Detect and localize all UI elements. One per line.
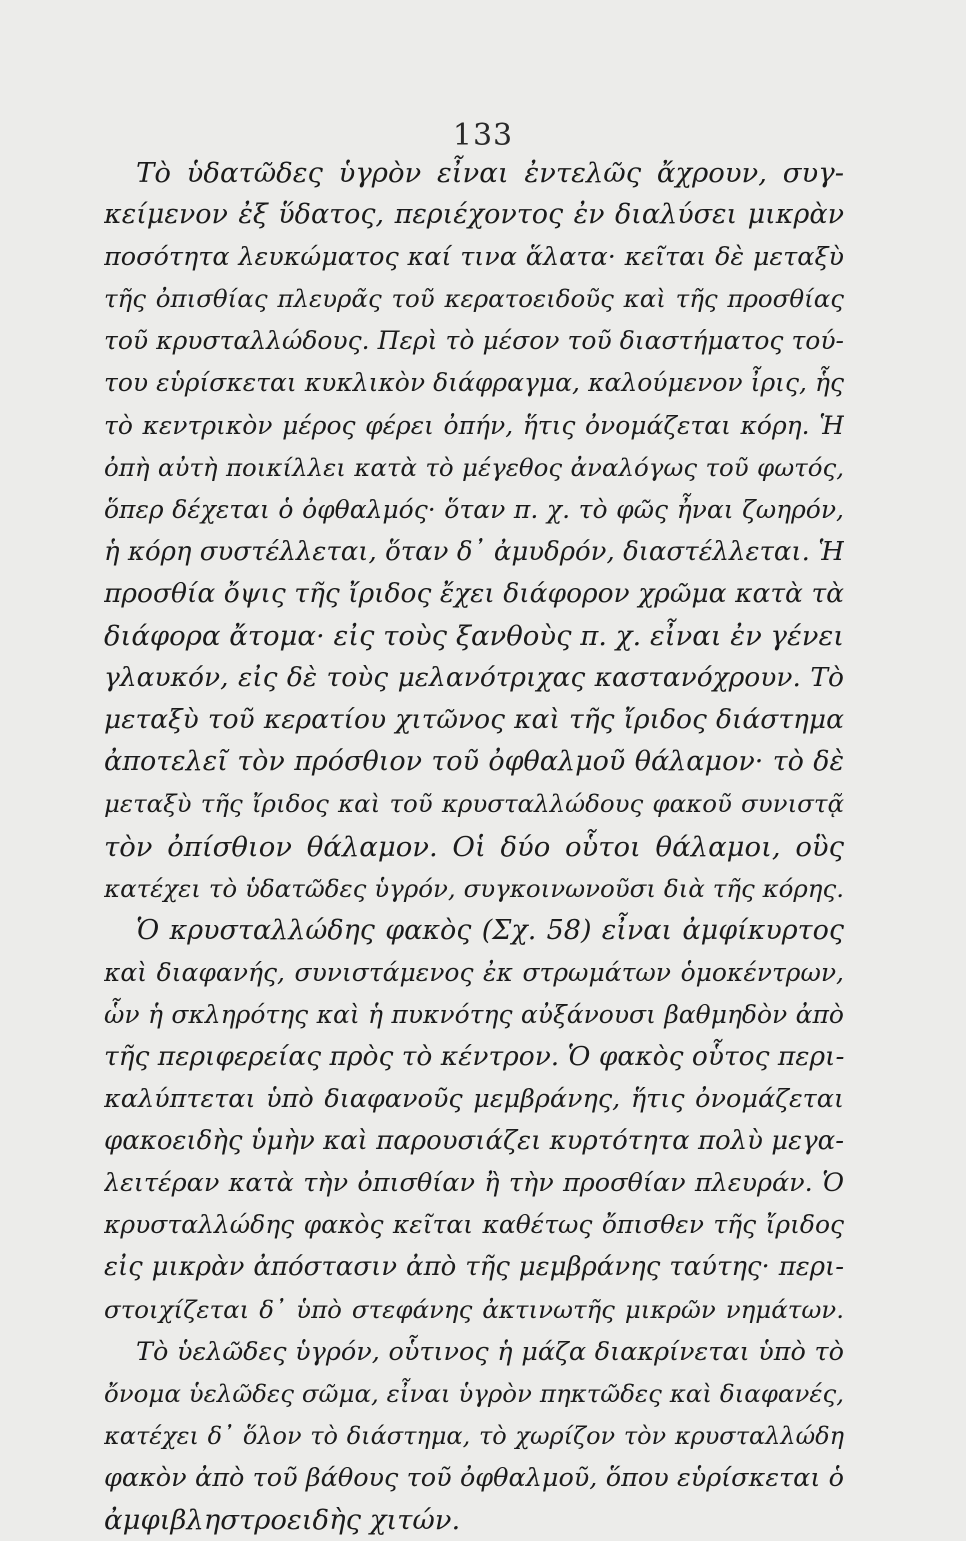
body-text [104, 152, 844, 1541]
text-line: μεταξὺ τῆς ἴριδος καὶ τοῦ κρυσταλλώδους φακοῦ συνιστᾷ [104, 789, 844, 819]
text-line: του εὑρίσκεται κυκλικὸν διάφραγμα, καλούμενον ἶρις, ἧς [104, 368, 844, 398]
text-line: ἀποτελεῖ τὸν πρόσθιον τοῦ ὀφθαλμοῦ θάλαμον· τὸ δὲ [104, 746, 844, 778]
text-line: τὸν ὀπίσθιον θάλαμον. Οἱ δύο οὗτοι θάλαμοι, οὓς [104, 830, 844, 863]
text-line: τὸ κεντρικὸν μέρος φέρει ὀπήν, ἥτις ὀνομάζεται κόρη. Ἡ [104, 410, 844, 440]
text-line: κατέχει δ᾽ ὅλον τὸ διάστημα, τὸ χωρίζον τὸν κρυσταλλώδη [104, 1421, 844, 1450]
text-line: κείμενον ἐξ ὕδατος, περιέχοντος ἐν διαλύσει μικρὰν [104, 199, 844, 231]
text-line: ὅπερ δέχεται ὁ ὀφθαλμός· ὅταν π. χ. τὸ φῶς ἦναι ζωηρόν, [104, 494, 844, 524]
text-line: στοιχίζεται δ᾽ ὑπὸ στεφάνης ἀκτινωτῆς μικρῶν νημάτων. [104, 1294, 844, 1324]
text-line: ἡ κόρη συστέλλεται, ὅταν δ᾽ ἀμυδρόν, διαστέλλεται. Ἡ [104, 536, 844, 567]
text-line: φακοειδὴς ὑμὴν καὶ παρουσιάζει κυρτότητα πολὺ μεγα- [104, 1126, 844, 1157]
text-line: Ὁ κρυσταλλώδης φακὸς (Σχ. 58) εἶναι ἀμφίκυρτος [136, 914, 844, 946]
text-line: προσθία ὄψις τῆς ἴριδος ἔχει διάφορον χρῶμα κατὰ τὰ [104, 577, 844, 609]
text-line: τῆς ὀπισθίας πλευρᾶς τοῦ κερατοειδοῦς καὶ τῆς προσθίας [104, 284, 844, 314]
text-line: κρυσταλλώδης φακὸς κεῖται καθέτως ὄπισθεν τῆς ἴριδος [104, 1210, 844, 1240]
text-line: ἀμφιβληστροειδὴς χιτών. [104, 1504, 461, 1536]
text-line: τοῦ κρυσταλλώδους. Περὶ τὸ μέσον τοῦ διαστήματος τού- [104, 326, 844, 356]
text-line: ὄνομα ὑελῶδες σῶμα, εἶναι ὑγρὸν πηκτῶδες καὶ διαφανές, [104, 1378, 844, 1408]
text-line: γλαυκόν, εἰς δὲ τοὺς μελανότριχας καστανόχρουν. Τὸ [104, 662, 844, 694]
text-line: φακὸν ἀπὸ τοῦ βάθους τοῦ ὀφθαλμοῦ, ὅπου εὑρίσκεται ὁ [104, 1462, 844, 1493]
text-line: ὀπὴ αὐτὴ ποικίλλει κατὰ τὸ μέγεθος ἀναλόγως τοῦ φωτός, [104, 452, 844, 482]
text-line: ὧν ἡ σκληρότης καὶ ἡ πυκνότης αὐξάνουσι βαθμηδὸν ἀπὸ [104, 999, 844, 1029]
text-line: λειτέραν κατὰ τὴν ὀπισθίαν ἢ τὴν προσθίαν πλευράν. Ὁ [104, 1168, 844, 1199]
page-number: 133 [452, 118, 514, 153]
text-line: μεταξὺ τοῦ κερατίου χιτῶνος καὶ τῆς ἴριδος διάστημα [104, 704, 844, 736]
text-line: τῆς περιφερείας πρὸς τὸ κέντρον. Ὁ φακὸς οὗτος περι- [104, 1040, 844, 1072]
text-line: καλύπτεται ὑπὸ διαφανοῦς μεμβράνης, ἥτις ὀνομάζεται [104, 1084, 844, 1115]
text-line: εἰς μικρὰν ἀπόστασιν ἀπὸ τῆς μεμβράνης ταύτης· περι- [104, 1252, 844, 1283]
text-line: καὶ διαφανής, συνιστάμενος ἐκ στρωμάτων ὁμοκέντρων, [104, 957, 844, 987]
text-line: διάφορα ἄτομα· εἰς τοὺς ξανθοὺς π. χ. εἶναι ἐν γένει [104, 620, 844, 653]
text-line: ποσότητα λευκώματος καί τινα ἅλατα· κεῖται δὲ μεταξὺ [104, 242, 844, 273]
text-line: Τὸ ὑελῶδες ὑγρόν, οὗτινος ἡ μάζα διακρίνεται ὑπὸ τὸ [136, 1336, 844, 1367]
text-line: Τὸ ὑδατῶδες ὑγρὸν εἶναι ἐντελῶς ἄχρουν, συγ- [136, 157, 844, 189]
text-line: κατέχει τὸ ὑδατῶδες ὑγρόν, συγκοινωνοῦσι διὰ τῆς κόρης. [104, 873, 844, 903]
